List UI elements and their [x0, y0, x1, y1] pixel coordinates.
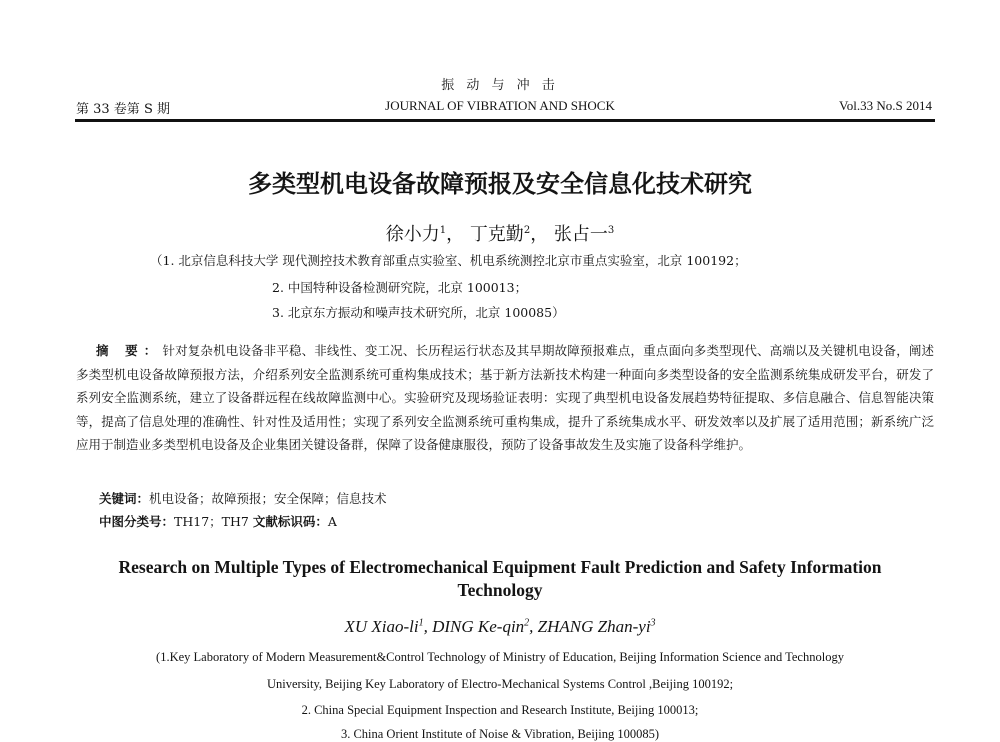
paper-title-en: Research on Multiple Types of Electromechanical Equipment Fault Prediction and Safety Information Technology [118, 557, 882, 600]
keywords-text: 机电设备；故障预报；安全保障；信息技术 [149, 491, 387, 506]
author-separator: , [423, 617, 433, 636]
author-affiliation-mark: 2 [523, 225, 531, 236]
author-affiliation-mark: 1 [418, 617, 424, 629]
classification-value: TH17；TH7 [174, 514, 249, 529]
author-name: 徐小力 [385, 224, 440, 245]
author-separator: ， [530, 224, 549, 245]
author-name: ZHANG Zhan-yi [537, 617, 651, 636]
document-code-label: 文献标识码： [252, 514, 328, 529]
author-affiliation-mark: 1 [439, 225, 447, 236]
author-affiliation-mark: 3 [650, 617, 656, 629]
affiliation-en-3: 3. China Orient Institute of Noise & Vibration, Beijing 100085) [340, 727, 660, 741]
author-separator: ， [446, 224, 465, 245]
keywords-cn [99, 489, 387, 507]
author-name: 张占一 [553, 224, 608, 245]
author-separator: , [529, 617, 538, 636]
affiliation-en-1: (1.Key Laboratory of Modern Measurement&Control Technology of Ministry of Education, Beijing Information Science and Technology [156, 650, 844, 664]
document-code-value: A [327, 514, 337, 529]
affiliation-en-1-cont: University, Beijing Key Laboratory of Electro-Mechanical Systems Control ,Beijing 100192; [266, 677, 734, 691]
affiliation-cn-1: （1. 北京信息科技大学 现代测控技术教育部重点实验室、机电系统测控北京市重点实验室，北京 100192； [150, 253, 747, 268]
abstract-label: 摘 要： [96, 343, 163, 358]
authors-cn [0, 220, 1000, 246]
classification-cn [99, 512, 337, 530]
author-affiliation-mark: 3 [607, 225, 615, 236]
journal-name-en: JOURNAL OF VIBRATION AND SHOCK [385, 98, 615, 113]
volume-issue-cn: 第 33 卷第 S 期 [76, 102, 170, 117]
author-name: 丁克勤 [469, 224, 524, 245]
abstract-cn [76, 339, 934, 457]
abstract-text: 针对复杂机电设备非平稳、非线性、变工况、长历程运行状态及其早期故障预报难点，重点面向多类型现代、高端以及关键机电设备，阐述多类型机电设备故障预报方法，介绍系列安全监测系统可重构集成技术；基于新方法新技术构建一种面向多类型设备的安全监测系统集成研发平台，研发了系列安全监测系统，建立了设备群远程在线故障监测中心。实验研究及现场验证表明：实现了典型机电设备发展趋势特征提取、多信息融合、信息智能决策等，提高了信息处理的准确性、针对性及适用性；实现了系列安全监测系统可重构集成，提升了系统集成水平、研发效率以及扩展了适用范围；新系统广泛应用于制造业多类型机电设备及企业集团关键设备群，保障了设备健康服役，预防了设备事故发生及实施了设备科学维护。 [76, 343, 934, 452]
paper-title-cn: 多类型机电设备故障预报及安全信息化技术研究 [248, 170, 752, 198]
volume-issue-en: Vol.33 No.S 2014 [839, 98, 932, 113]
keywords-label: 关键词： [99, 491, 150, 506]
affiliation-en-2: 2. China Special Equipment Inspection and Research Institute, Beijing 100013; [301, 703, 699, 717]
header-rule [75, 119, 935, 122]
author-affiliation-mark: 2 [524, 617, 530, 629]
affiliation-cn-2: 2. 中国特种设备检测研究院，北京 100013； [272, 280, 528, 295]
author-name: DING Ke-qin [432, 617, 525, 636]
author-name: XU Xiao-li [344, 617, 419, 636]
classification-label: 中图分类号： [99, 514, 175, 529]
authors-en [0, 617, 1000, 637]
affiliation-cn-3: 3. 北京东方振动和噪声技术研究所，北京 100085） [272, 305, 565, 320]
journal-name-cn: 振 动 与 冲 击 [441, 78, 559, 93]
